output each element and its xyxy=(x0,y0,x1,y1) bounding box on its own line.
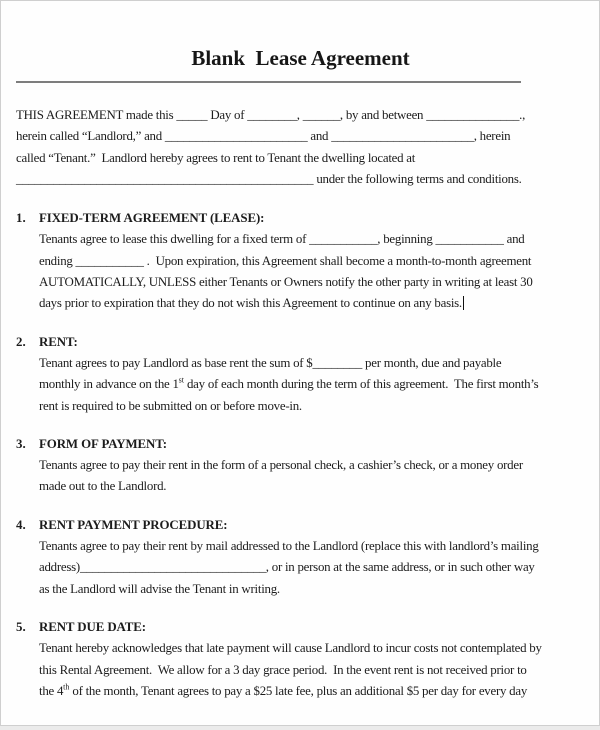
section-line xyxy=(39,293,585,314)
section-heading: RENT PAYMENT PROCEDURE: xyxy=(39,517,228,532)
text-run: as the Landlord will advise the Tenant in writing. xyxy=(39,581,280,596)
section-heading: RENT: xyxy=(39,334,78,349)
text-run: of the month, Tenant agrees to pay a $25 late fee, plus an additional $5 per day for every day xyxy=(69,683,528,698)
text-run: Tenant agrees to pay Landlord as base rent the sum of $________ per month, due and payable xyxy=(39,355,502,370)
section-line xyxy=(39,476,585,497)
text-run: address)______________________________, or in person at the same address, or in such other way xyxy=(39,560,535,575)
text-run: Tenants agree to lease this dwelling for a fixed term of ___________, beginning ___________ and xyxy=(39,232,525,247)
text-run: days prior to expiration that they do not wish this Agreement to continue on any basis. xyxy=(39,296,462,311)
section-line xyxy=(39,229,585,250)
section-line xyxy=(39,251,585,272)
section-number: 4. xyxy=(16,517,26,532)
section-line xyxy=(39,557,585,578)
section-heading: FORM OF PAYMENT: xyxy=(39,436,168,451)
intro-line xyxy=(16,126,585,147)
section xyxy=(16,208,585,314)
section xyxy=(16,515,585,600)
text-run: ending ___________ . Upon expiration, this Agreement shall become a month-to-month agreement xyxy=(39,253,532,268)
superscript-text: th xyxy=(63,682,70,692)
text-run: this Rental Agreement. We allow for a 3 day grace period. In the event rent is not received prior to xyxy=(39,662,527,677)
text-run: herein called “Landlord,” and _______________________ and _______________________, herein xyxy=(16,129,511,144)
section-number: 5. xyxy=(16,619,26,634)
section xyxy=(16,332,585,417)
section-line xyxy=(39,536,585,557)
intro-paragraph xyxy=(16,105,585,190)
text-run: rent is required to be submitted on or before move-in. xyxy=(39,398,302,413)
superscript-text: st xyxy=(178,375,185,385)
section-line xyxy=(39,396,585,417)
section-number: 1. xyxy=(16,211,26,226)
text-cursor xyxy=(463,296,465,310)
intro-line xyxy=(16,169,585,190)
section-heading: RENT DUE DATE: xyxy=(39,619,146,634)
intro-line xyxy=(16,105,585,126)
section xyxy=(16,434,585,498)
section-line xyxy=(39,681,585,702)
section-heading: FIXED-TERM AGREEMENT (LEASE): xyxy=(39,211,265,226)
section-number: 2. xyxy=(16,334,26,349)
section-line xyxy=(39,353,585,374)
section-line xyxy=(39,660,585,681)
text-run: called “Tenant.” Landlord hereby agrees to rent to Tenant the dwelling located at xyxy=(16,150,416,165)
text-run: the 4 xyxy=(39,683,64,698)
section-line xyxy=(39,579,585,600)
section-number: 3. xyxy=(16,436,26,451)
text-run: monthly in advance on the 1 xyxy=(39,377,179,392)
document-title: Blank Lease Agreement xyxy=(191,46,410,70)
title-underline-rule xyxy=(16,81,521,83)
text-run: Tenants agree to pay their rent by mail addressed to the Landlord (replace this with landlord’s mailing xyxy=(39,539,539,554)
text-run: made out to the Landlord. xyxy=(39,479,167,494)
text-run: ________________________________________________ under the following terms and conditions. xyxy=(16,171,522,186)
text-run: Tenant hereby acknowledges that late payment will cause Landlord to incur costs not contemplated by xyxy=(39,641,542,656)
text-run: AUTOMATICALLY, UNLESS either Tenants or Owners notify the other party in writing at least 30 xyxy=(39,275,533,290)
text-run: day of each month during the term of this agreement. The first month’s xyxy=(184,377,539,392)
section xyxy=(16,617,585,702)
intro-line xyxy=(16,148,585,169)
section-line xyxy=(39,374,585,395)
text-run: THIS AGREEMENT made this _____ Day of ________, ______, by and between _______________., xyxy=(16,108,526,122)
section-line xyxy=(39,272,585,293)
text-run: Tenants agree to pay their rent in the form of a personal check, a cashier’s check, or a money order xyxy=(39,458,523,473)
section-line xyxy=(39,455,585,476)
sections xyxy=(16,208,585,702)
section-line xyxy=(39,638,585,659)
